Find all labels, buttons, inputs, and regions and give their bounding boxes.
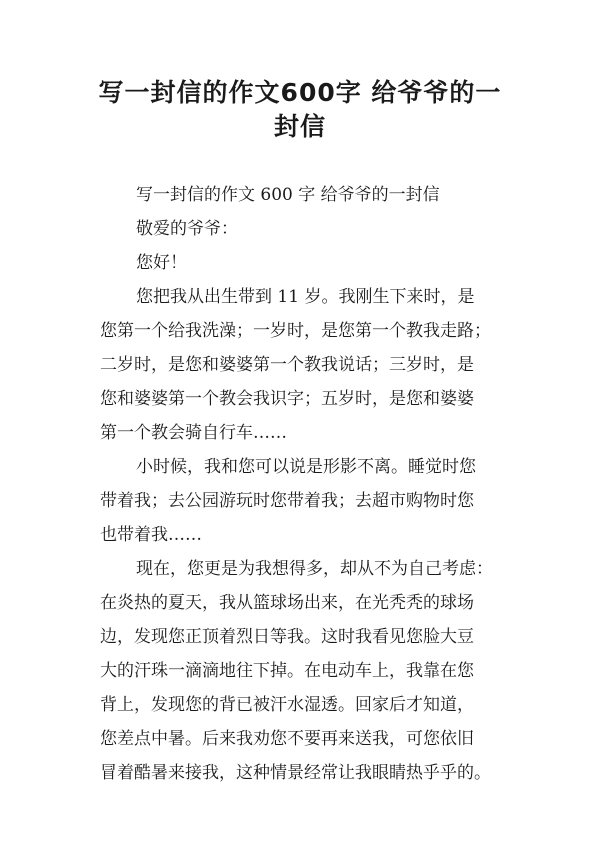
body-line: 冒着酷暑来接我，这种情景经常让我眼睛热乎乎的。 [100,763,491,783]
body-line: 边，发现您正顶着烈日等我。这时我看见您脸大豆 [100,627,474,647]
body-line: 第一个教会骑自行车…… [100,423,287,443]
body-line: 您第一个给我洗澡；一岁时，是您第一个教我走路； [100,321,491,341]
document-body [100,178,520,790]
body-line: 二岁时，是您和婆婆第一个教我说话；三岁时，是 [100,355,474,375]
body-line: 大的汗珠一滴滴地往下掉。在电动车上，我靠在您 [100,661,474,681]
body-line-paragraph-3-start: 现在，您更是为我想得多，却从不为自己考虑： [136,559,493,579]
body-line: 您和婆婆第一个教会我识字；五岁时，是您和婆婆 [100,389,474,409]
body-line: 也带着我…… [100,525,202,545]
document-title: 写一封信的作文600字 给爷爷的一封信 [98,78,502,141]
body-line-greeting: 您好！ [136,253,187,273]
body-line-salutation: 敬爱的爷爷： [136,219,238,239]
body-line-paragraph-2-start: 小时候，我和您可以说是形影不离。睡觉时您 [136,457,476,477]
body-line: 带着我；去公园游玩时您带着我；去超市购物时您 [100,491,474,511]
body-line: 背上，发现您的背已被汗水湿透。回家后才知道， [100,695,474,715]
body-line-subtitle: 写一封信的作文 600 字 给爷爷的一封信 [136,185,440,205]
body-line-paragraph-1-start: 您把我从出生带到 11 岁。我刚生下来时，是 [136,287,475,307]
body-line: 您差点中暑。后来我劝您不要再来送我，可您依旧 [100,729,474,749]
body-line: 在炎热的夏天，我从篮球场出来，在光秃秃的球场 [100,593,474,613]
